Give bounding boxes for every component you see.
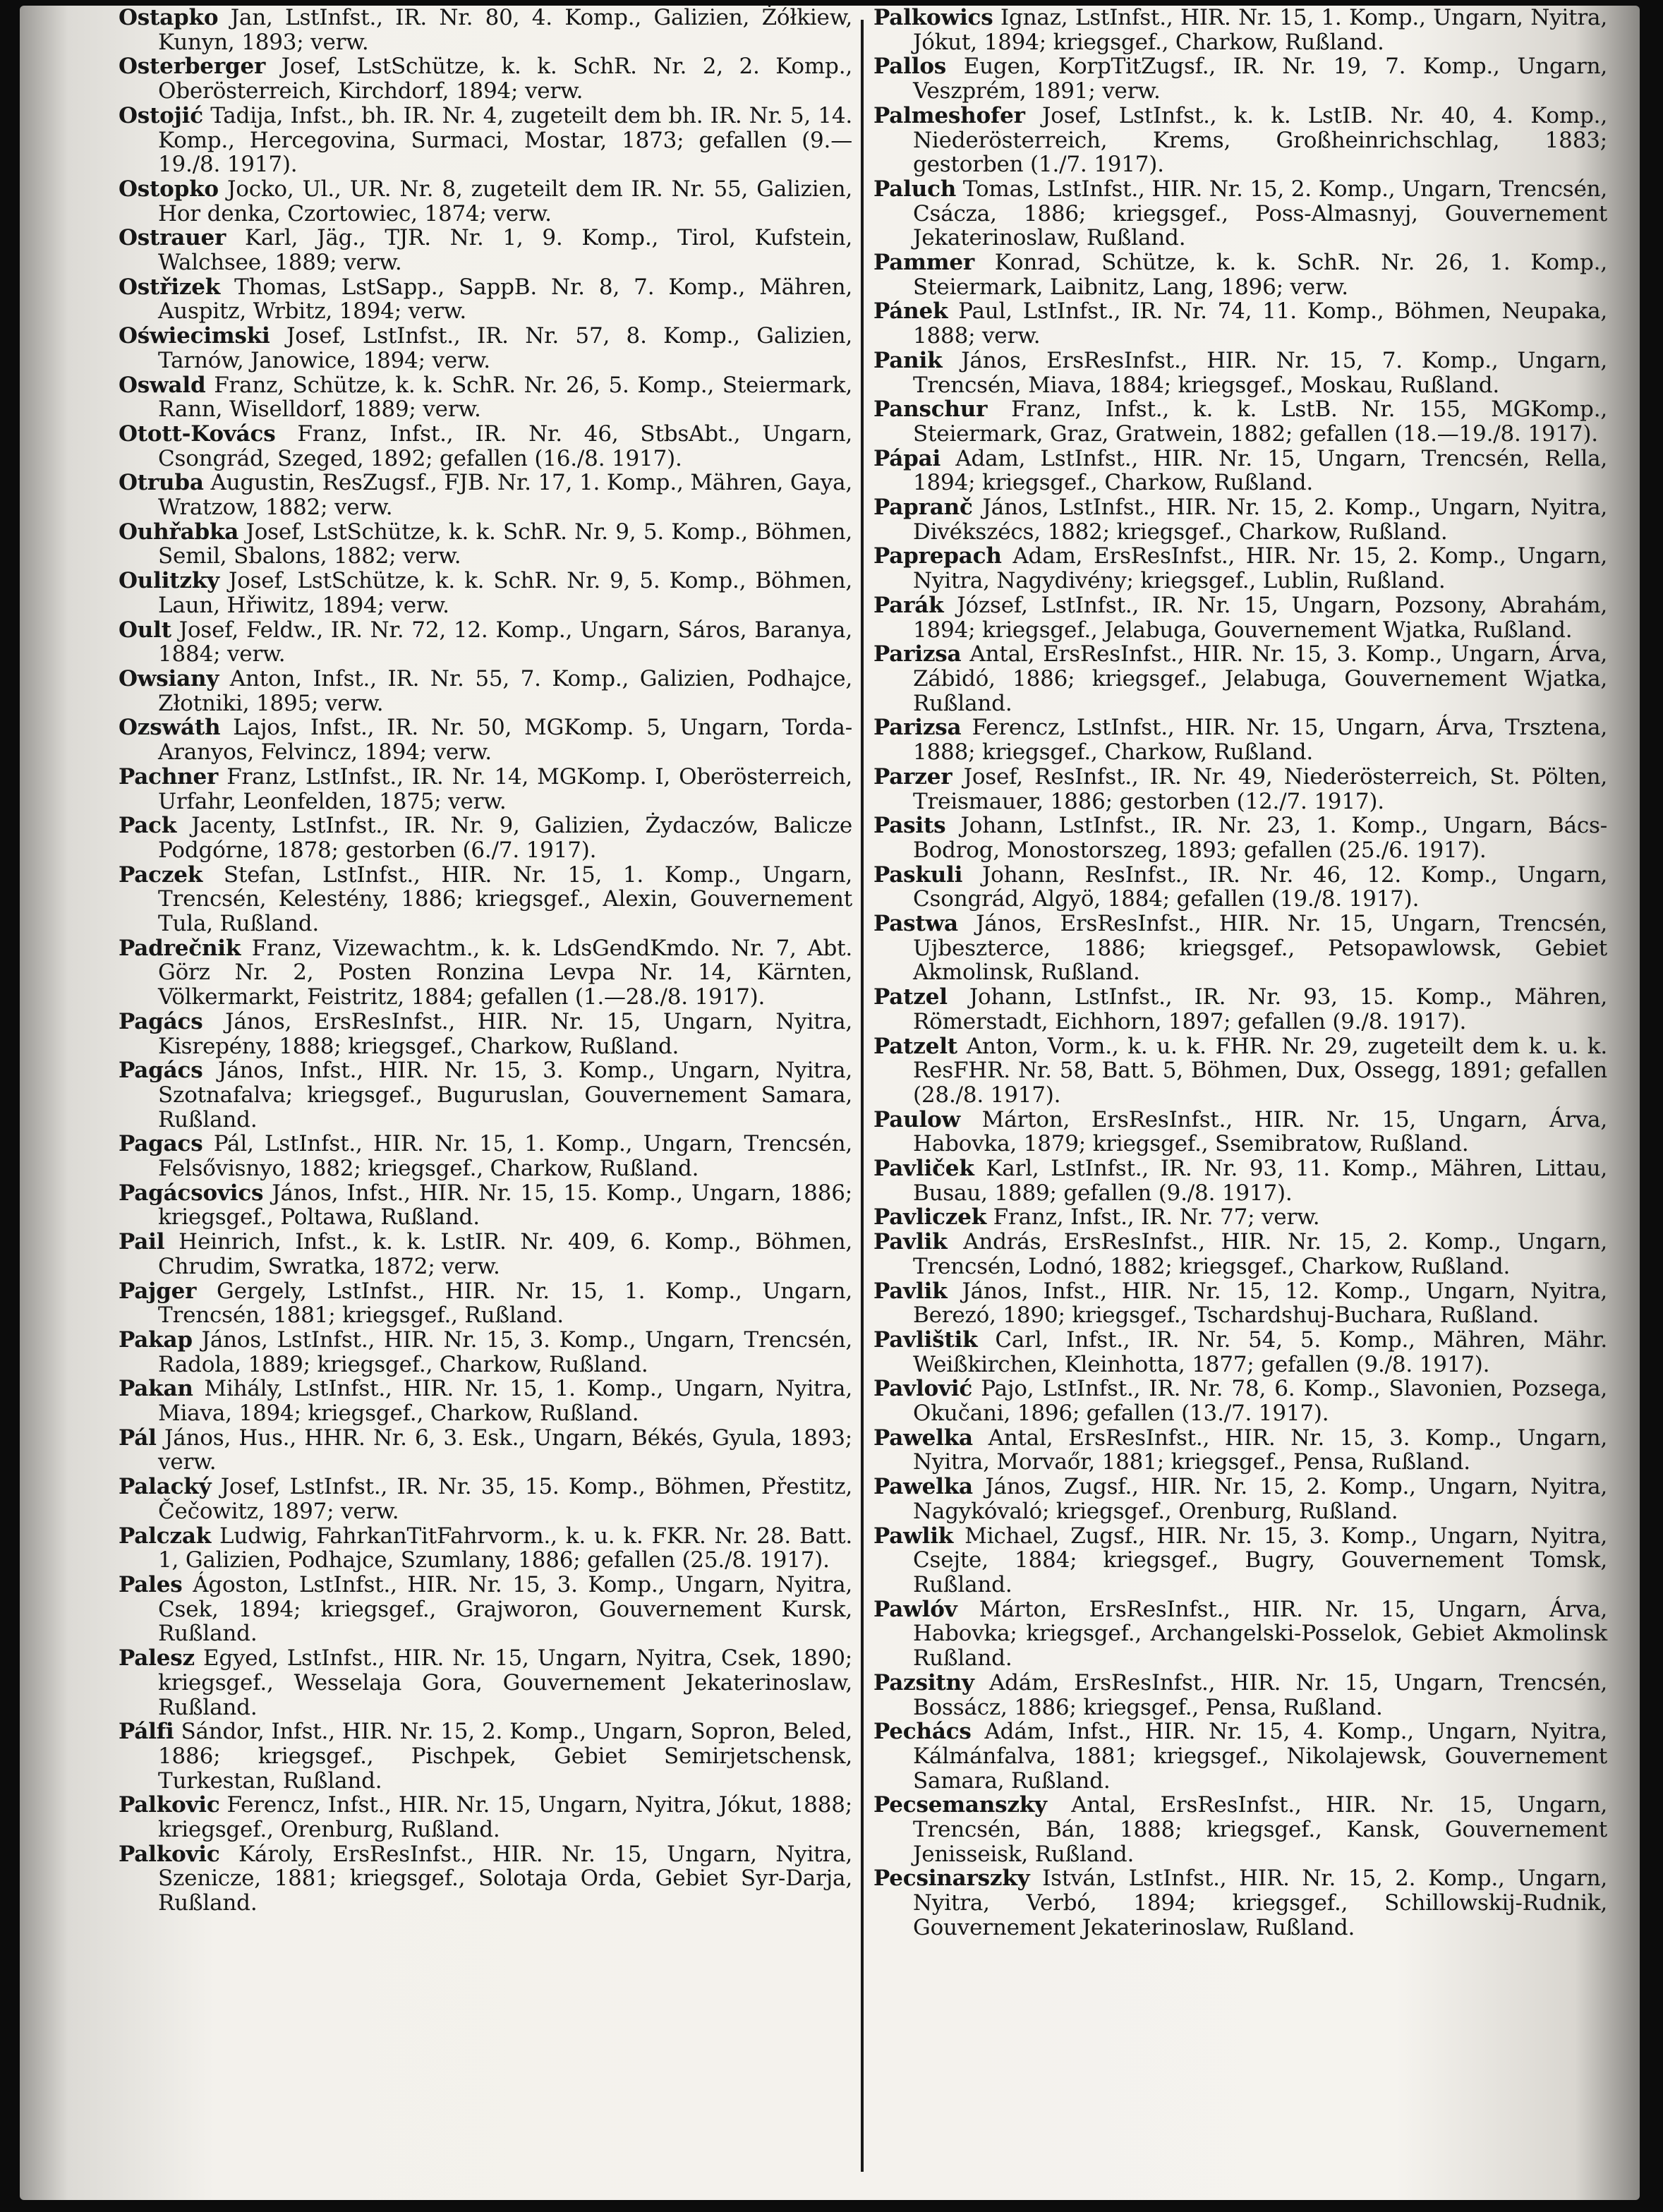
right-column <box>873 6 1607 1940</box>
entry-details: Stefan, LstInfst., HIR. Nr. 15, 1. Komp., Ungarn, Trencsén, Kelestény, 1886; kriegsgef., Alexin, Gouvernement Tula, Rußland. <box>158 862 852 937</box>
list-entry <box>873 1475 1607 1523</box>
entry-surname: Otott-Kovács <box>119 421 276 447</box>
entry-surname: Palczak <box>119 1523 211 1549</box>
entry-surname: Pallos <box>873 54 947 80</box>
list-entry <box>119 863 852 936</box>
list-entry <box>119 1328 852 1377</box>
entry-details: Carl, Infst., IR. Nr. 54, 5. Komp., Mähren, Mähr. Weißkirchen, Kleinhotta, 1877; gefallen (9./8. 1917). <box>913 1326 1608 1377</box>
entry-surname: Palkowics <box>873 6 993 30</box>
list-entry <box>873 1426 1607 1475</box>
entry-details: Jocko, Ul., UR. Nr. 8, zugeteilt dem IR. Nr. 55, Galizien, Hor denka, Czortowiec, 1874; verw. <box>158 176 852 226</box>
entry-details: Márton, ErsResInfst., HIR. Nr. 15, Ungarn, Árva, Habovka, 1879; kriegsgef., Ssemibratow, Rußland. <box>913 1106 1607 1157</box>
list-entry <box>119 1573 852 1646</box>
entry-details: Lajos, Infst., IR. Nr. 50, MGKomp. 5, Ungarn, Torda-Aranyos, Felvincz, 1894; verw. <box>158 715 852 766</box>
entry-surname: Pavliček <box>873 1156 974 1182</box>
entry-surname: Pastwa <box>873 911 958 937</box>
entry-surname: Parzer <box>873 763 953 790</box>
list-entry <box>873 1377 1607 1425</box>
list-entry <box>119 1426 852 1475</box>
entry-details: Pál, LstInfst., HIR. Nr. 15, 1. Komp., Ungarn, Trencsén, Felsővisnyo, 1882; kriegsgef., Charkow, Rußland. <box>158 1131 853 1182</box>
entry-surname: Pagácsovics <box>119 1180 264 1206</box>
entry-surname: Paluch <box>873 176 957 202</box>
list-entry <box>119 1793 852 1842</box>
list-entry <box>119 1279 852 1328</box>
entry-details: Karl, LstInfst., IR. Nr. 93, 11. Komp., Mähren, Littau, Busau, 1889; gefallen (9./8. 1917). <box>913 1156 1607 1206</box>
list-entry <box>119 1842 852 1916</box>
entry-surname: Pakap <box>119 1326 193 1353</box>
entry-surname: Owsiany <box>119 665 219 691</box>
entry-surname: Patzelt <box>873 1033 957 1059</box>
list-entry <box>119 275 852 324</box>
entry-details: Johann, LstInfst., IR. Nr. 23, 1. Komp., Ungarn, Bács-Bodrog, Monostorszeg, 1893; gefallen (25./6. 1917). <box>913 813 1607 863</box>
entry-details: Franz, Infst., k. k. LstB. Nr. 155, MGKomp., Steiermark, Graz, Gratwein, 1882; gefallen (18.—19./8. 1917). <box>913 397 1608 447</box>
entry-details: Josef, LstInfst., IR. Nr. 35, 15. Komp., Böhmen, Přestitz, Čečowitz, 1897; verw. <box>158 1474 852 1524</box>
entry-details: József, LstInfst., IR. Nr. 15, Ungarn, Pozsony, Abrahám, 1894; kriegsgef., Jelabuga, Gouvernement Wjatka, Rußland. <box>913 592 1607 643</box>
list-entry <box>119 715 852 764</box>
list-entry <box>873 250 1607 299</box>
entry-surname: Pakan <box>119 1376 193 1402</box>
entry-surname: Pazsitny <box>873 1669 974 1696</box>
list-entry <box>119 814 852 862</box>
list-entry <box>873 1205 1607 1230</box>
list-entry <box>873 1034 1607 1108</box>
entry-details: Ignaz, LstInfst., HIR. Nr. 15, 1. Komp., Ungarn, Nyitra, Jókut, 1894; kriegsgef., Charkow, Rußland. <box>913 6 1607 55</box>
list-entry <box>119 765 852 814</box>
entry-surname: Palacký <box>119 1474 212 1500</box>
list-entry <box>873 1793 1607 1866</box>
entry-details: Franz, Infst., IR. Nr. 77; verw. <box>993 1204 1320 1231</box>
entry-surname: Ostopko <box>119 176 219 202</box>
entry-surname: Pecsemanszky <box>873 1792 1047 1818</box>
entry-surname: Otruba <box>119 470 204 496</box>
entry-details: Franz, Infst., IR. Nr. 46, StbsAbt., Ungarn, Csongrád, Szeged, 1892; gefallen (16./8. 1917). <box>158 421 853 471</box>
entry-surname: Ostrauer <box>119 225 226 251</box>
entry-surname: Ozswáth <box>119 715 221 741</box>
list-entry <box>873 1328 1607 1377</box>
list-entry <box>119 618 852 667</box>
entry-details: Heinrich, Infst., k. k. LstIR. Nr. 409, 6. Komp., Böhmen, Chrudim, Swratka, 1872; verw. <box>158 1229 852 1279</box>
entry-surname: Ostřizek <box>119 274 221 300</box>
entry-surname: Panik <box>873 347 943 373</box>
list-entry <box>119 226 852 274</box>
entry-surname: Panschur <box>873 397 988 423</box>
entry-details: Adam, LstInfst., HIR. Nr. 15, Ungarn, Trencsén, Rella, 1894; kriegsgef., Charkow, Rußland. <box>913 445 1608 496</box>
list-entry <box>873 299 1607 348</box>
entry-surname: Pawelka <box>873 1474 973 1500</box>
entry-surname: Osterberger <box>119 54 266 80</box>
list-entry <box>873 1108 1607 1156</box>
entry-surname: Paulow <box>873 1106 961 1132</box>
entry-surname: Pavlik <box>873 1278 948 1304</box>
list-entry <box>873 544 1607 593</box>
entry-details: Eugen, KorpTitZugsf., IR. Nr. 19, 7. Komp., Ungarn, Veszprém, 1891; verw. <box>913 54 1608 104</box>
entry-surname: Parizsa <box>873 715 962 741</box>
list-entry <box>873 1597 1607 1671</box>
entry-details: Josef, LstSchütze, k. k. SchR. Nr. 9, 5. Komp., Böhmen, Laun, Hřiwitz, 1894; verw. <box>158 568 852 618</box>
list-entry <box>119 1720 852 1793</box>
entry-surname: Ostojić <box>119 102 203 128</box>
entry-details: Pajo, LstInfst., IR. Nr. 78, 6. Komp., Slavonien, Pozsega, Okučani, 1896; gefallen (13./7. 1917). <box>913 1376 1608 1427</box>
list-entry <box>873 6 1607 54</box>
list-entry <box>873 1866 1607 1940</box>
entry-surname: Oswald <box>119 372 206 398</box>
entry-surname: Papranč <box>873 495 973 521</box>
entry-details: Thomas, LstSapp., SappB. Nr. 8, 7. Komp., Mähren, Auspitz, Wrbitz, 1894; verw. <box>158 274 853 325</box>
entry-surname: Pánek <box>873 298 948 325</box>
entry-details: János, ErsResInfst., HIR. Nr. 15, Ungarn, Nyitra, Kisrepény, 1888; kriegsgef., Charkow, Rußland. <box>158 1008 853 1059</box>
list-entry <box>873 765 1607 814</box>
list-entry <box>119 667 852 715</box>
list-entry <box>873 593 1607 642</box>
entry-surname: Oult <box>119 617 171 643</box>
entry-details: János, LstInfst., HIR. Nr. 15, 2. Komp., Ungarn, Nyitra, Divékszécs, 1882; kriegsgef., Charkow, Rußland. <box>913 495 1608 545</box>
list-entry <box>119 177 852 226</box>
entry-details: Mihály, LstInfst., HIR. Nr. 15, 1. Komp., Ungarn, Nyitra, Miava, 1894; kriegsgef., Charkow, Rußland. <box>158 1376 852 1427</box>
list-entry <box>873 104 1607 177</box>
entry-surname: Pawelka <box>873 1425 973 1451</box>
list-entry <box>873 715 1607 764</box>
entry-details: Adám, ErsResInfst., HIR. Nr. 15, Ungarn, Trencsén, Bossácz, 1886; kriegsgef., Pensa, Rußland. <box>913 1669 1608 1720</box>
entry-surname: Pasits <box>873 813 946 839</box>
entry-details: János, ErsResInfst., HIR. Nr. 15, Ungarn, Trencsén, Ujbeszterce, 1886; kriegsgef., Petsopawlowsk, Gebiet Akmolinsk, Rußland. <box>913 911 1607 986</box>
entry-details: András, ErsResInfst., HIR. Nr. 15, 2. Komp., Ungarn, Trencsén, Lodnó, 1882; kriegsgef., Charkow, Rußland. <box>913 1229 1607 1279</box>
document-page <box>20 6 1640 2200</box>
list-entry <box>119 373 852 422</box>
entry-details: István, LstInfst., HIR. Nr. 15, 2. Komp., Ungarn, Nyitra, Verbó, 1894; kriegsgef., Schillowskij-Rudnik, Gouvernement Jekaterinoslaw, Rußland. <box>913 1866 1607 1940</box>
entry-details: János, Infst., HIR. Nr. 15, 12. Komp., Ungarn, Nyitra, Berezó, 1890; kriegsgef., Tschardshuj-Buchara, Rußland. <box>913 1278 1608 1329</box>
list-entry <box>873 1524 1607 1597</box>
list-entry <box>119 324 852 373</box>
entry-details: Ferencz, Infst., HIR. Nr. 15, Ungarn, Nyitra, Jókut, 1888; kriegsgef., Orenburg, Rußland. <box>158 1792 852 1843</box>
list-entry <box>873 177 1607 250</box>
list-entry <box>119 1181 852 1230</box>
entry-details: Adam, ErsResInfst., HIR. Nr. 15, 2. Komp., Ungarn, Nyitra, Nagydivény; kriegsgef., Lublin, Rußland. <box>913 543 1607 594</box>
entry-details: Franz, LstInfst., IR. Nr. 14, MGKomp. I, Oberösterreich, Urfahr, Leonfelden, 1875; verw. <box>158 763 852 814</box>
entry-surname: Pachner <box>119 763 219 790</box>
entry-surname: Pagács <box>119 1058 203 1084</box>
entry-surname: Pales <box>119 1572 183 1597</box>
list-entry <box>119 1475 852 1523</box>
entry-surname: Pajger <box>119 1278 197 1304</box>
list-entry <box>119 422 852 471</box>
list-entry <box>119 1132 852 1180</box>
list-entry <box>119 6 852 54</box>
list-entry <box>873 1671 1607 1720</box>
entry-surname: Pálfi <box>119 1719 174 1745</box>
list-entry <box>873 1156 1607 1205</box>
entry-details: Josef, LstSchütze, k. k. SchR. Nr. 9, 5. Komp., Böhmen, Semil, Sbalons, 1882; verw. <box>158 519 853 569</box>
entry-details: Károly, ErsResInfst., HIR. Nr. 15, Ungarn, Nyitra, Szenicze, 1881; kriegsgef., Solotaja Orda, Gebiet Syr-Darja, Rußland. <box>158 1841 852 1916</box>
entry-surname: Paprepach <box>873 543 1002 569</box>
left-column <box>119 6 852 1916</box>
entry-surname: Pavlik <box>873 1229 948 1255</box>
entry-surname: Pawlik <box>873 1523 954 1549</box>
list-entry <box>873 985 1607 1034</box>
entry-surname: Palesz <box>119 1645 195 1672</box>
entry-details: Johann, ResInfst., IR. Nr. 46, 12. Komp., Ungarn, Csongrád, Algyö, 1884; gefallen (19./8. 1917). <box>913 862 1607 912</box>
list-entry <box>119 520 852 569</box>
list-entry <box>873 54 1607 103</box>
entry-surname: Paskuli <box>873 862 963 888</box>
entry-details: Adám, Infst., HIR. Nr. 15, 4. Komp., Ungarn, Nyitra, Kálmánfalva, 1881; kriegsgef., Nikolajewsk, Gouvernement Samara, Rußland. <box>913 1719 1607 1794</box>
entry-details: Josef, LstInfst., IR. Nr. 57, 8. Komp., Galizien, Tarnów, Janowice, 1894; verw. <box>158 323 852 373</box>
list-entry <box>873 863 1607 912</box>
list-entry <box>119 104 852 177</box>
entry-surname: Palkovic <box>119 1841 220 1867</box>
entry-surname: Pápai <box>873 445 941 471</box>
column-divider <box>861 20 864 2172</box>
entry-details: Josef, LstInfst., k. k. LstIB. Nr. 40, 4. Komp., Niederösterreich, Krems, Großheinrichschlag, 1883; gestorben (1./7. 1917). <box>913 102 1607 178</box>
list-entry <box>119 1646 852 1720</box>
entry-surname: Oulitzky <box>119 568 219 594</box>
list-entry <box>873 912 1607 985</box>
list-entry <box>873 1720 1607 1793</box>
list-entry <box>119 1377 852 1425</box>
list-entry <box>119 54 852 103</box>
entry-details: Jacenty, LstInfst., IR. Nr. 9, Galizien, Żydaczów, Balicze Podgórne, 1878; gestorben (6./7. 1917). <box>158 813 852 863</box>
entry-surname: Oświecimski <box>119 323 270 349</box>
entry-surname: Padrečnik <box>119 935 241 961</box>
entry-details: János, Zugsf., HIR. Nr. 15, 2. Komp., Ungarn, Nyitra, Nagykóvaló; kriegsgef., Orenburg, Rußland. <box>913 1474 1608 1524</box>
entry-details: János, LstInfst., HIR. Nr. 15, 3. Komp., Ungarn, Trencsén, Radola, 1889; kriegsgef., Charkow, Rußland. <box>158 1326 853 1377</box>
entry-surname: Parizsa <box>873 641 962 667</box>
entry-surname: Pecsinarszky <box>873 1866 1030 1892</box>
entry-surname: Pavlištik <box>873 1326 978 1353</box>
entry-details: Anton, Vorm., k. u. k. FHR. Nr. 29, zugeteilt dem k. u. k. ResFHR. Nr. 58, Batt. 5, Böhmen, Dux, Ossegg, 1891; gefallen (28./8. 1917). <box>913 1033 1608 1108</box>
entry-details: Franz, Vizewachtm., k. k. LdsGendKmdo. Nr. 7, Abt. Görz Nr. 2, Posten Ronzina Levpa Nr. 14, Kärnten, Völkermarkt, Feistritz, 1884; gefallen (1.—28./8. 1917). <box>158 935 852 1010</box>
entry-surname: Pál <box>119 1425 157 1451</box>
entry-details: Paul, LstInfst., IR. Nr. 74, 11. Komp., Böhmen, Neupaka, 1888; verw. <box>913 298 1608 349</box>
entry-details: Josef, ResInfst., IR. Nr. 49, Niederösterreich, St. Pölten, Treismauer, 1886; gestorben (12./7. 1917). <box>913 763 1608 814</box>
entry-details: Josef, Feldw., IR. Nr. 72, 12. Komp., Ungarn, Sáros, Baranya, 1884; verw. <box>158 617 852 667</box>
list-entry <box>119 471 852 519</box>
entry-details: János, ErsResInfst., HIR. Nr. 15, 7. Komp., Ungarn, Trencsén, Miava, 1884; kriegsgef., Moskau, Rußland. <box>913 347 1608 398</box>
entry-details: Sándor, Infst., HIR. Nr. 15, 2. Komp., Ungarn, Sopron, Beled, 1886; kriegsgef., Pischpek, Gebiet Semirjetschensk, Turkestan, Rußland. <box>158 1719 853 1794</box>
entry-surname: Pagács <box>119 1008 203 1034</box>
list-entry <box>119 1010 852 1058</box>
entry-details: Antal, ErsResInfst., HIR. Nr. 15, Ungarn, Trencsén, Bán, 1888; kriegsgef., Kansk, Gouvernement Jenisseisk, Rußland. <box>913 1792 1607 1867</box>
list-entry <box>873 642 1607 715</box>
entry-surname: Ostapko <box>119 6 219 30</box>
entry-surname: Ouhřabka <box>119 519 239 545</box>
entry-details: Ferencz, LstInfst., HIR. Nr. 15, Ungarn, Árva, Trsztena, 1888; kriegsgef., Charkow, Rußland. <box>913 715 1607 766</box>
entry-details: Michael, Zugsf., HIR. Nr. 15, 3. Komp., Ungarn, Nyitra, Csejte, 1884; kriegsgef., Bugry, Gouvernement Tomsk, Rußland. <box>913 1523 1607 1597</box>
entry-details: Franz, Schütze, k. k. SchR. Nr. 26, 5. Komp., Steiermark, Rann, Wiselldorf, 1889; verw. <box>158 372 853 423</box>
entry-details: Augustin, ResZugsf., FJB. Nr. 17, 1. Komp., Mähren, Gaya, Wratzow, 1882; verw. <box>158 470 853 521</box>
entry-surname: Pavliczek <box>873 1204 987 1231</box>
entry-surname: Pawlóv <box>873 1596 957 1622</box>
entry-surname: Palkovic <box>119 1792 220 1818</box>
entry-details: Antal, ErsResInfst., HIR. Nr. 15, 3. Komp., Ungarn, Árva, Zábidó, 1886; kriegsgef., Jelabuga, Gouvernement Wjatka, Rußland. <box>913 641 1608 716</box>
entry-details: Ágoston, LstInfst., HIR. Nr. 15, 3. Komp., Ungarn, Nyitra, Csek, 1894; kriegsgef., Grajworon, Gouvernement Kursk, Rußland. <box>158 1572 853 1647</box>
entry-surname: Pavlović <box>873 1376 973 1402</box>
entry-details: Josef, LstSchütze, k. k. SchR. Nr. 2, 2. Komp., Oberösterreich, Kirchdorf, 1894; verw. <box>158 54 852 104</box>
entry-details: János, Infst., HIR. Nr. 15, 3. Komp., Ungarn, Nyitra, Szotnafalva; kriegsgef., Buguruslan, Gouvernement Samara, Rußland. <box>158 1058 852 1132</box>
entry-surname: Pail <box>119 1229 165 1255</box>
list-entry <box>873 814 1607 862</box>
entry-surname: Pagacs <box>119 1131 203 1157</box>
entry-details: János, Hus., HHR. Nr. 6, 3. Esk., Ungarn, Békés, Gyula, 1893; verw. <box>158 1425 852 1475</box>
list-entry <box>119 569 852 617</box>
entry-surname: Parák <box>873 592 944 618</box>
list-entry <box>873 349 1607 397</box>
entry-details: Tomas, LstInfst., HIR. Nr. 15, 2. Komp., Ungarn, Trencsén, Csácza, 1886; kriegsgef., Poss-Almasnyj, Gouvernement Jekaterinoslaw, Rußland. <box>913 176 1608 251</box>
entry-surname: Pechács <box>873 1719 972 1745</box>
entry-details: Anton, Infst., IR. Nr. 55, 7. Komp., Galizien, Podhajce, Złotniki, 1895; verw. <box>158 665 852 716</box>
entry-details: Karl, Jäg., TJR. Nr. 1, 9. Komp., Tirol, Kufstein, Walchsee, 1889; verw. <box>158 225 853 276</box>
entry-surname: Pack <box>119 813 177 839</box>
list-entry <box>873 397 1607 446</box>
entry-details: Egyed, LstInfst., HIR. Nr. 15, Ungarn, Nyitra, Csek, 1890; kriegsgef., Wesselaja Gora, Gouvernement Jekaterinoslaw, Rußland. <box>158 1645 852 1720</box>
entry-surname: Palmeshofer <box>873 102 1025 128</box>
list-entry <box>873 1279 1607 1328</box>
list-entry <box>119 1230 852 1279</box>
entry-details: Márton, ErsResInfst., HIR. Nr. 15, Ungarn, Árva, Habovka; kriegsgef., Archangelski-Posselok, Gebiet Akmolinsk Rußland. <box>913 1596 1608 1672</box>
list-entry <box>119 936 852 1010</box>
list-entry <box>873 447 1607 495</box>
entry-details: Ludwig, FahrkanTitFahrvorm., k. u. k. FKR. Nr. 28. Batt. 1, Galizien, Podhajce, Szumlany, 1886; gefallen (25./8. 1917). <box>158 1523 852 1573</box>
entry-details: Antal, ErsResInfst., HIR. Nr. 15, 3. Komp., Ungarn, Nyitra, Morvaőr, 1881; kriegsgef., Pensa, Rußland. <box>913 1425 1607 1475</box>
list-entry <box>119 1524 852 1573</box>
list-entry <box>873 495 1607 544</box>
list-entry <box>119 1058 852 1132</box>
entry-details: Konrad, Schütze, k. k. SchR. Nr. 26, 1. Komp., Steiermark, Laibnitz, Lang, 1896; verw. <box>913 250 1607 300</box>
list-entry <box>873 1230 1607 1279</box>
entry-surname: Paczek <box>119 862 203 888</box>
entry-details: Gergely, LstInfst., HIR. Nr. 15, 1. Komp., Ungarn, Trencsén, 1881; kriegsgef., Rußland. <box>158 1278 852 1329</box>
entry-surname: Pammer <box>873 250 975 276</box>
entry-details: Jan, LstInfst., IR. Nr. 80, 4. Komp., Galizien, Żółkiew, Kunyn, 1893; verw. <box>158 6 853 55</box>
entry-details: Tadija, Infst., bh. IR. Nr. 4, zugeteilt dem bh. IR. Nr. 5, 14. Komp., Hercegovina, Surmaci, Mostar, 1873; gefallen (9.—19./8. 1917). <box>158 102 852 178</box>
entry-details: Johann, LstInfst., IR. Nr. 93, 15. Komp., Mähren, Römerstadt, Eichhorn, 1897; gefallen (9./8. 1917). <box>913 984 1608 1034</box>
entry-details: János, Infst., HIR. Nr. 15, 15. Komp., Ungarn, 1886; kriegsgef., Poltawa, Rußland. <box>158 1180 852 1231</box>
entry-surname: Patzel <box>873 984 948 1010</box>
